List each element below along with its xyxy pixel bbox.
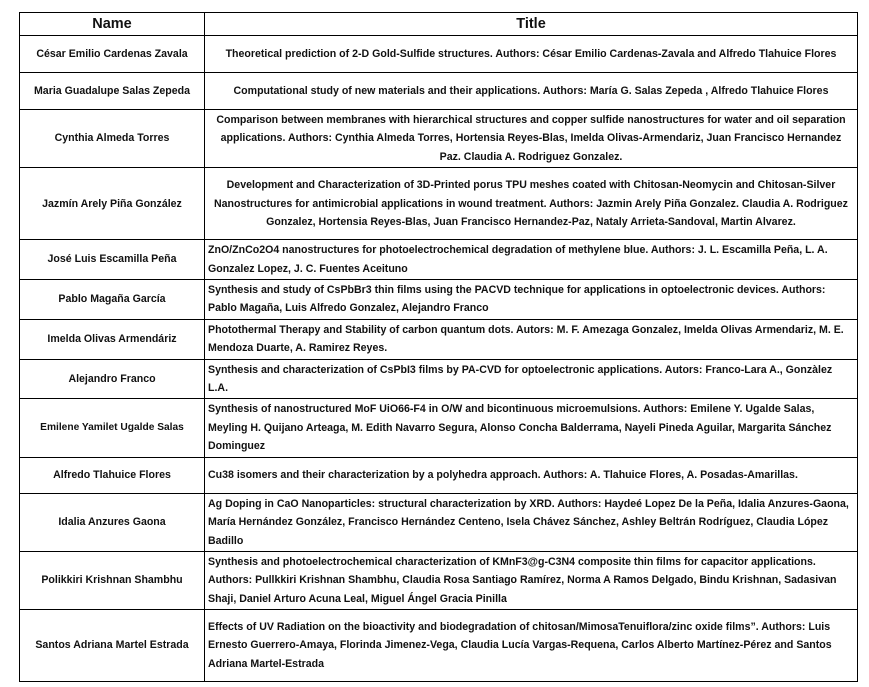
- author-name: José Luis Escamilla Peña: [20, 240, 205, 280]
- paper-title: Synthesis and characterization of CsPbI3 films by PA-CVD for optoelectronic applications. Autors: Franco-Lara A., Gonzàlez L.A.: [205, 359, 858, 399]
- table-row: [20, 610, 858, 682]
- paper-title: Comparison between membranes with hierarchical structures and copper sulfide nanostructures for water and oil separation applications. Authors: Cynthia Almeda Torres, Hortensia Reyes-Blas, Imelda Olivas-Armendariz, Juan Francisco Hernandez Paz. Claudia A. Rodriguez Gonzalez.: [205, 110, 858, 168]
- table-row: [20, 399, 858, 457]
- table-row: [20, 280, 858, 320]
- paper-title: Computational study of new materials and their applications. Authors: María G. Salas Zepeda , Alfredo Tlahuice Flores: [205, 73, 858, 110]
- paper-title: Development and Characterization of 3D-Printed porus TPU meshes coated with Chitosan-Neomycin and Chitosan-Silver Nanostructures for antimicrobial applications in wound treatment. Authors: Jazmin Arely Piña Gonzalez. Claudia A. Rodriguez Gonzalez, Hortensia Reyes-Blas, Juan Francisco Hernandez-Paz, Nataly Arrieta-Sandoval, Martin Alvarez.: [205, 168, 858, 240]
- table-row: [20, 359, 858, 399]
- paper-title: Ag Doping in CaO Nanoparticles: structural characterization by XRD. Authors: Haydeé Lopez De la Peña, Idalia Anzures-Gaona, María Hernández González, Francisco Hernández Centeno, Isela Chávez Sánchez, Ashley Beltrán Rodríguez, Claudia López Badillo: [205, 493, 858, 551]
- table-row: [20, 319, 858, 359]
- paper-title: Theoretical prediction of 2-D Gold-Sulfide structures. Authors: César Emilio Cardenas-Zavala and Alfredo Tlahuice Flores: [205, 36, 858, 73]
- author-name: Idalia Anzures Gaona: [20, 493, 205, 551]
- author-name: Santos Adriana Martel Estrada: [20, 610, 205, 682]
- table-row: [20, 73, 858, 110]
- table-row: [20, 240, 858, 280]
- author-name: Maria Guadalupe Salas Zepeda: [20, 73, 205, 110]
- paper-title: Photothermal Therapy and Stability of carbon quantum dots. Autors: M. F. Amezaga Gonzalez, Imelda Olivas Armendariz, M. E. Mendoza Duarte, A. Ramirez Reyes.: [205, 319, 858, 359]
- paper-title: Effects of UV Radiation on the bioactivity and biodegradation of chitosan/MimosaTenuiflora/zinc oxide films”. Authors: Luis Ernesto Guerrero-Amaya, Florinda Jimenez-Vega, Claudia Lucía Vargas-Requena, Carlos Alberto Martínez-Pérez and Santos Adriana Martel-Estrada: [205, 610, 858, 682]
- paper-title: Synthesis and photoelectrochemical characterization of KMnF3@g-C3N4 composite thin films for capacitor applications. Authors: Pullkkiri Krishnan Shambhu, Claudia Rosa Santiago Ramírez, Norma A Ramos Delgado, Bindu Krishnan, Sadasivan Shaji, Daniel Arturo Acuna Leal, Miguel Ángel Gracia Pinilla: [205, 551, 858, 609]
- header-row: [20, 13, 858, 36]
- author-name: Pablo Magaña García: [20, 280, 205, 320]
- table-row: [20, 493, 858, 551]
- author-name: Jazmín Arely Piña González: [20, 168, 205, 240]
- title-column-header: Title: [205, 13, 858, 36]
- table-row: [20, 168, 858, 240]
- table-row: [20, 457, 858, 493]
- name-column-header: Name: [20, 13, 205, 36]
- authors-table: [19, 12, 858, 682]
- author-name: Cynthia Almeda Torres: [20, 110, 205, 168]
- table-row: [20, 36, 858, 73]
- table-row: [20, 110, 858, 168]
- table-row: [20, 551, 858, 609]
- author-name: Alfredo Tlahuice Flores: [20, 457, 205, 493]
- author-name: Alejandro Franco: [20, 359, 205, 399]
- author-name: Imelda Olivas Armendáriz: [20, 319, 205, 359]
- paper-title: ZnO/ZnCo2O4 nanostructures for photoelectrochemical degradation of methylene blue. Authors: J. L. Escamilla Peña, L. A. Gonzalez Lopez, J. C. Fuentes Aceituno: [205, 240, 858, 280]
- author-name: Emilene Yamilet Ugalde Salas: [20, 399, 205, 457]
- author-name: Polikkiri Krishnan Shambhu: [20, 551, 205, 609]
- paper-title: Synthesis of nanostructured MoF UiO66-F4 in O/W and bicontinuous microemulsions. Authors: Emilene Y. Ugalde Salas, Meyling H. Quijano Arteaga, M. Edith Navarro Segura, Alonso Concha Balderrama, Nayeli Pineda Aguilar, Margarita Sánchez Dominguez: [205, 399, 858, 457]
- author-name: César Emilio Cardenas Zavala: [20, 36, 205, 73]
- paper-title: Cu38 isomers and their characterization by a polyhedra approach. Authors: A. Tlahuice Flores, A. Posadas-Amarillas.: [205, 457, 858, 493]
- paper-title: Synthesis and study of CsPbBr3 thin films using the PACVD technique for applications in optoelectronic devices. Authors: Pablo Magaña, Luis Alfredo Gonzalez, Alejandro Franco: [205, 280, 858, 320]
